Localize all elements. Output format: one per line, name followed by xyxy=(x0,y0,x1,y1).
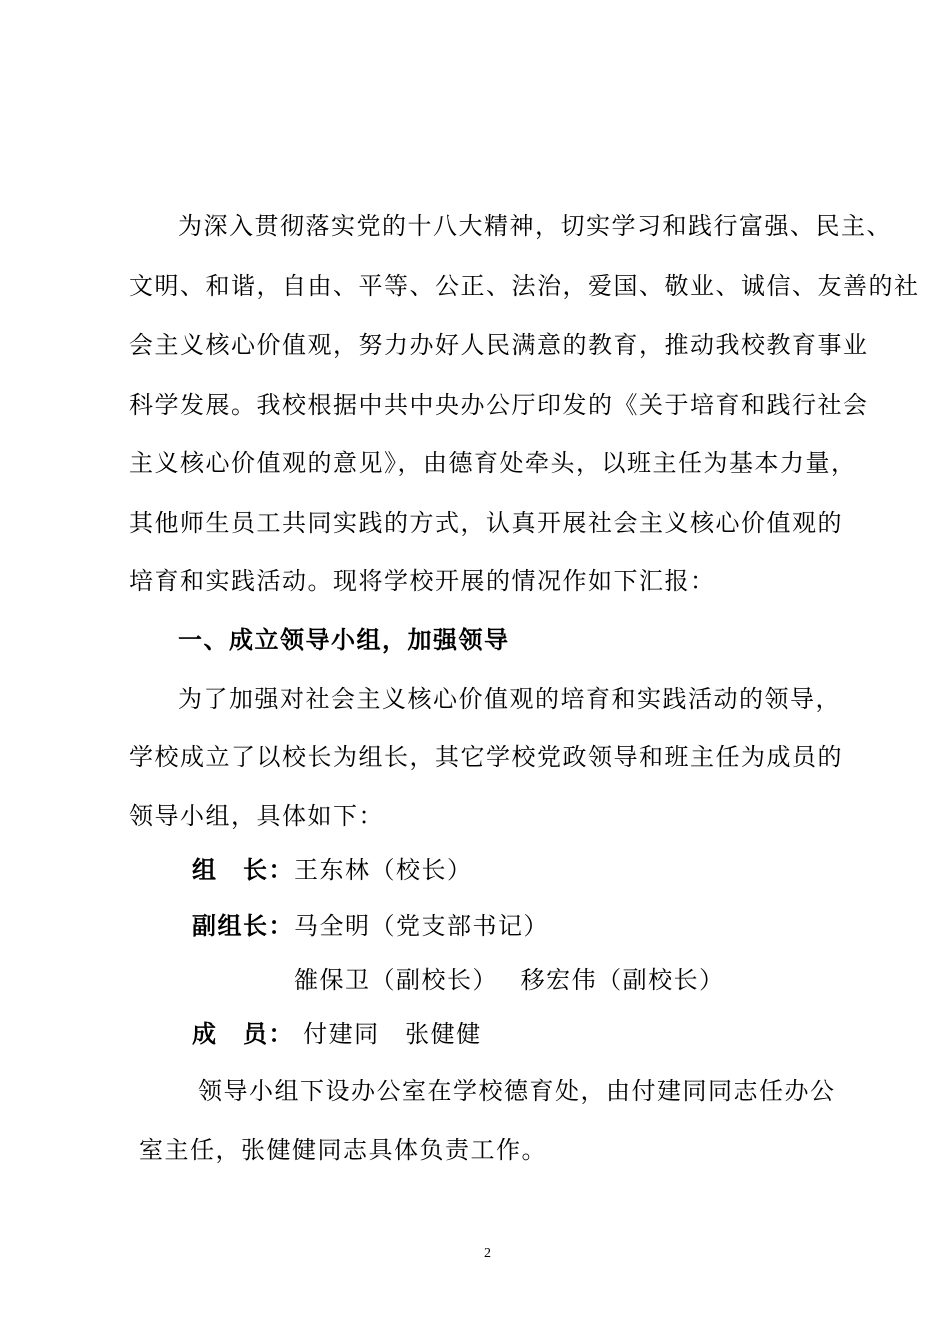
paragraph-1-line-2: 文明、和谐，自由、平等、公正、法治，爱国、敬业、诚信、友善的社 xyxy=(129,272,920,300)
member-label: 成 员： xyxy=(192,1020,294,1048)
paragraph-1-line-6: 其他师生员工共同实践的方式，认真开展社会主义核心价值观的 xyxy=(129,509,843,537)
paragraph-2-line-1: 为了加强对社会主义核心价值观的培育和实践活动的领导， xyxy=(178,685,841,713)
member-row xyxy=(192,1018,482,1050)
section-heading-1: 一、成立领导小组，加强领导 xyxy=(178,626,510,654)
deputy-value: 马全明（党支部书记） xyxy=(294,912,549,940)
paragraph-1-line-4: 科学发展。我校根据中共中央办公厅印发的《关于培育和践行社会 xyxy=(129,391,869,419)
paragraph-2-line-2: 学校成立了以校长为组长，其它学校党政领导和班主任为成员的 xyxy=(129,743,843,771)
paragraph-1-line-3: 会主义核心价值观，努力办好人民满意的教育，推动我校教育事业 xyxy=(129,331,869,359)
paragraph-1-line-7: 培育和实践活动。现将学校开展的情况作如下汇报： xyxy=(129,567,716,595)
paragraph-3-line-2: 室主任，张健健同志具体负责工作。 xyxy=(139,1136,547,1164)
paragraph-1-line-1: 为深入贯彻落实党的十八大精神，切实学习和践行富强、民主、 xyxy=(178,212,892,240)
paragraph-3-line-1: 领导小组下设办公室在学校德育处，由付建同同志任办公 xyxy=(198,1077,836,1105)
member-value: 付建同 张健健 xyxy=(294,1020,482,1048)
paragraph-1-line-5: 主义核心价值观的意见》，由德育处牵头，以班主任为基本力量， xyxy=(129,449,857,477)
deputy-label: 副组长： xyxy=(192,912,294,940)
leader-row xyxy=(192,854,473,886)
paragraph-2-line-3: 领导小组，具体如下： xyxy=(129,802,384,830)
leader-value: 王东林（校长） xyxy=(294,856,473,884)
page-number: 2 xyxy=(484,1246,491,1261)
deputy-row-2: 雒保卫（副校长） 移宏伟（副校长） xyxy=(294,966,725,994)
leader-label: 组 长： xyxy=(192,856,294,884)
deputy-row xyxy=(192,910,549,942)
